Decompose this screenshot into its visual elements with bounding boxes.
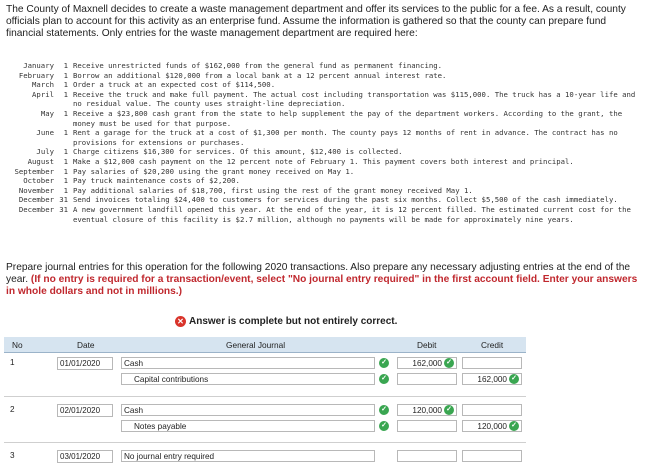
- account-field[interactable]: Cash: [121, 357, 375, 369]
- transaction-day: 1: [63, 156, 68, 166]
- transaction-text: Borrow an additional $120,000 from a local bank at a 12 percent annual interest rate.: [73, 70, 447, 80]
- transaction-day: 1: [63, 70, 68, 80]
- check-icon: ✓: [444, 405, 454, 415]
- debit-field[interactable]: [397, 404, 457, 416]
- credit-field[interactable]: [462, 450, 522, 462]
- transaction-item: [4, 205, 640, 224]
- row-divider: [4, 442, 526, 443]
- transaction-month: December: [18, 204, 54, 214]
- journal-table-header: [4, 337, 526, 353]
- instructions-text: Prepare journal entries for this operation for the following 2020 transactions. Also prepare any necessary adjusting entries at the end of the year.: [6, 262, 631, 286]
- transaction-day: 31: [59, 204, 68, 214]
- transaction-day: 1: [63, 128, 68, 138]
- transaction-text: Pay additional salaries of $18,700, first using the rest of the grant money received May 1.: [73, 185, 473, 195]
- transaction-text: Pay salaries of $20,200 using the grant money received on May 1.: [73, 166, 355, 176]
- transaction-item: [4, 61, 640, 71]
- check-icon: ✓: [509, 421, 519, 431]
- check-icon: ✓: [509, 374, 519, 384]
- transaction-text: Receive a $23,800 cash grant from the state to help supplement the pay of the department workers. According to the grant, the money must be used for that purpose.: [73, 108, 623, 128]
- header-general-journal: General Journal: [226, 340, 286, 350]
- check-icon: ✓: [379, 421, 389, 431]
- transaction-month: August: [27, 156, 54, 166]
- credit-value: 120,000: [477, 422, 507, 431]
- check-icon: ✓: [444, 358, 454, 368]
- check-icon: ✓: [379, 405, 389, 415]
- transaction-item: [4, 109, 640, 128]
- transaction-list: [4, 61, 640, 224]
- credit-field[interactable]: [462, 404, 522, 416]
- transaction-month: March: [32, 80, 54, 90]
- transaction-day: 1: [63, 176, 68, 186]
- date-field[interactable]: 03/01/2020: [57, 450, 113, 463]
- instructions-note: (If no entry is required for a transaction/event, select "No journal entry required" in the first account field. Enter your answers in whole dollars and not in millions.): [6, 274, 638, 298]
- transaction-item: [4, 186, 640, 196]
- credit-field[interactable]: [462, 357, 522, 369]
- transaction-text: Rent a garage for the truck at a cost of $1,300 per month. The county pays 12 months of rent in advance. The contract has no provisions for extensions or purchases.: [73, 128, 618, 147]
- header-credit: Credit: [481, 340, 504, 350]
- transaction-text: Receive unrestricted funds of $162,000 from the general fund as permanent financing.: [73, 61, 443, 70]
- account-field[interactable]: Capital contributions: [121, 373, 375, 385]
- transaction-item: [4, 176, 640, 186]
- transaction-text: Receive the truck and make full payment. The actual cost including transportation was $115,000. The truck has a 10-year life and no residual value. The county uses straight-line depreciation.: [73, 89, 636, 109]
- credit-value: 162,000: [477, 375, 507, 384]
- transaction-month: April: [32, 89, 54, 99]
- transaction-day: 1: [63, 166, 68, 176]
- date-field[interactable]: 02/01/2020: [57, 404, 113, 417]
- transaction-item: [4, 167, 640, 177]
- debit-field[interactable]: [397, 357, 457, 369]
- credit-field[interactable]: [462, 420, 522, 432]
- transaction-text: A new government landfill opened this year. At the end of the year, it is 12 percent filled. The estimated current cost for the eventual closure of this facility is $2.7 million, although no payments will be made for approximately nine years.: [73, 204, 631, 224]
- table-row: [4, 419, 526, 435]
- transaction-item: [4, 157, 640, 167]
- entry-number: 3: [10, 451, 15, 460]
- transaction-text: Charge citizens $16,300 for services. Of this amount, $12,400 is collected.: [73, 147, 403, 157]
- header-date: Date: [77, 340, 95, 350]
- transaction-item: [4, 90, 640, 109]
- debit-value: 162,000: [412, 359, 442, 368]
- table-row: [4, 403, 526, 419]
- debit-field[interactable]: [397, 373, 457, 385]
- problem-intro: The County of Maxnell decides to create a waste management department and offer its services to the public for a fee. As a result, county officials plan to account for this activity as an enterprise fund. Assume the information is gathered so that the county can prepare fund financial statements. Only entries for the waste management department are required here:: [6, 4, 626, 40]
- date-field[interactable]: 01/01/2020: [57, 357, 113, 370]
- credit-field[interactable]: [462, 373, 522, 385]
- header-debit: Debit: [417, 340, 437, 350]
- transaction-item: [4, 71, 640, 81]
- transaction-month: June: [36, 128, 54, 138]
- transaction-day: 1: [63, 185, 68, 195]
- transaction-item: [4, 128, 640, 147]
- transaction-item: [4, 147, 640, 157]
- row-divider: [4, 396, 526, 397]
- error-x-icon: ✕: [175, 316, 186, 327]
- transaction-day: 1: [63, 89, 68, 99]
- account-field[interactable]: No journal entry required: [121, 450, 375, 462]
- answer-status-banner: [175, 316, 397, 327]
- transaction-item: [4, 195, 640, 205]
- account-field[interactable]: Cash: [121, 404, 375, 416]
- debit-field[interactable]: [397, 450, 457, 462]
- transaction-month: November: [18, 185, 54, 195]
- transaction-item: [4, 80, 640, 90]
- check-icon: ✓: [379, 358, 389, 368]
- transaction-month: September: [14, 166, 54, 176]
- instructions: [6, 262, 642, 299]
- entry-number: 2: [10, 405, 15, 414]
- transaction-text: Pay truck maintenance costs of $2,200.: [73, 176, 240, 186]
- transaction-day: 1: [63, 61, 68, 70]
- entry-number: 1: [10, 358, 15, 367]
- transaction-day: 1: [63, 147, 68, 157]
- debit-field[interactable]: [397, 420, 457, 432]
- transaction-month: January: [23, 61, 54, 70]
- transaction-text: Order a truck at an expected cost of $114,500.: [73, 80, 276, 90]
- table-row: [4, 449, 526, 465]
- transaction-text: Send invoices totaling $24,400 to customers for services during the past six months. Collect $5,500 of the cash immediately.: [73, 195, 618, 205]
- transaction-month: May: [40, 108, 54, 118]
- transaction-day: 1: [63, 108, 68, 118]
- table-row: [4, 372, 526, 388]
- check-icon: ✓: [379, 374, 389, 384]
- transaction-month: February: [18, 70, 54, 80]
- table-row: [4, 356, 526, 372]
- answer-status-text: Answer is complete but not entirely correct.: [189, 316, 398, 327]
- transaction-day: 31: [59, 195, 68, 205]
- transaction-day: 1: [63, 80, 68, 90]
- transaction-month: October: [23, 176, 54, 186]
- transaction-month: December: [18, 195, 54, 205]
- debit-value: 120,000: [412, 406, 442, 415]
- transaction-text: Make a $12,000 cash payment on the 12 percent note of February 1. This payment covers both interest and principal.: [73, 156, 574, 166]
- account-field[interactable]: Notes payable: [121, 420, 375, 432]
- header-no: No: [12, 340, 23, 350]
- transaction-month: July: [36, 147, 54, 157]
